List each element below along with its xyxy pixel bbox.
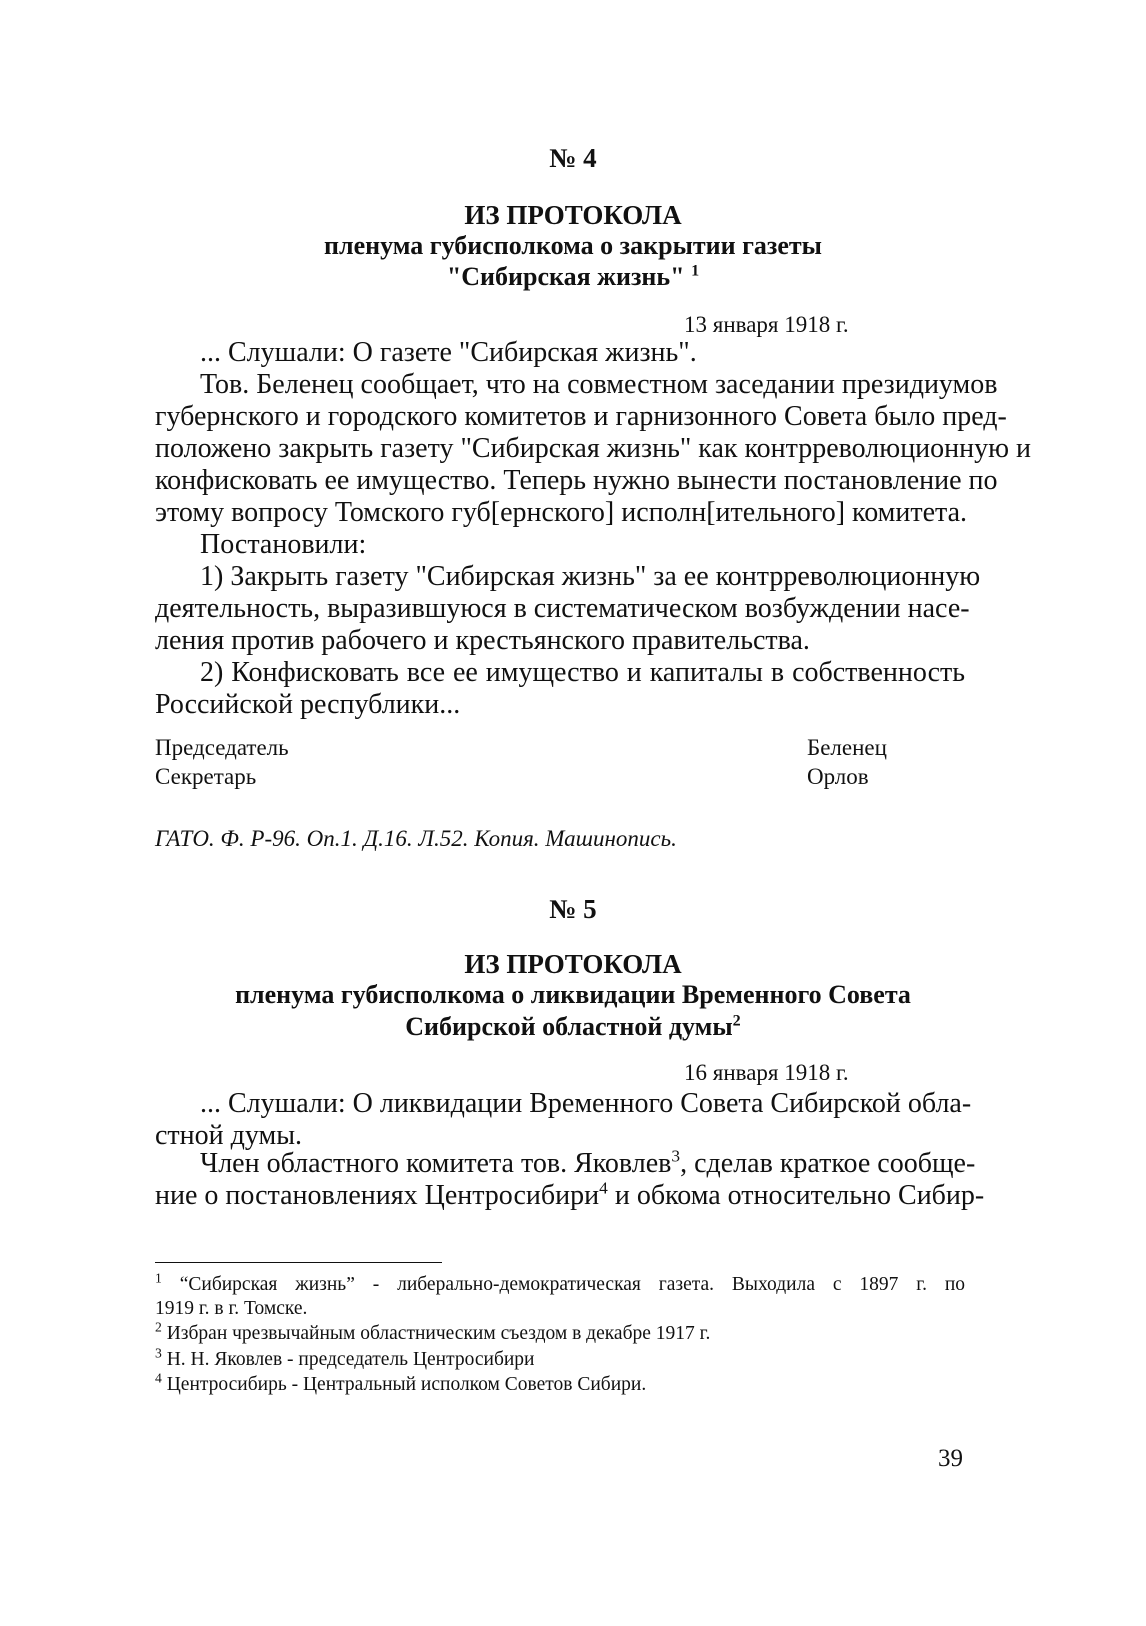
doc4-body-line: конфисковать ее имущество. Теперь нужно вынести постановление по bbox=[155, 465, 998, 496]
doc4-number: № 4 bbox=[549, 143, 597, 173]
footnote-ref-4[interactable]: 4 bbox=[599, 1178, 608, 1198]
page-number: 39 bbox=[938, 1445, 963, 1472]
doc5-subtitle-line1: пленума губисполкома о ликвидации Временного Совета bbox=[235, 980, 911, 1009]
doc4-body-line: губернского и городского комитетов и гарнизонного Совета было пред- bbox=[155, 401, 1007, 432]
doc5-title: ИЗ ПРОТОКОЛА bbox=[464, 949, 682, 979]
doc5-number: № 5 bbox=[549, 894, 597, 924]
doc4-body-line: деятельность, выразившуюся в систематическом возбуждении насе- bbox=[155, 593, 970, 624]
footnote-mark: 1 bbox=[155, 1270, 162, 1286]
doc5-body-cont bbox=[155, 1146, 985, 1212]
doc4-subtitle-line1: пленума губисполкома о закрытии газеты bbox=[324, 231, 822, 260]
signature-role-secretary: Секретарь bbox=[155, 764, 257, 789]
footnote-2: $^2$ Избран чрезвычайным областническим съездом в декабре 1917 г. bbox=[155, 1319, 711, 1344]
doc4-body-line: Российской республики... bbox=[155, 689, 461, 720]
doc4-subtitle-line2 bbox=[0, 262, 1146, 292]
footnote-mark: 2 bbox=[155, 1319, 162, 1335]
signature-name-secretary: Орлов bbox=[807, 764, 869, 789]
doc5-body-line: ние о постановлениях Центросибири$^4$ и обкома относительно Сибир- bbox=[155, 1178, 985, 1211]
doc4-archive-reference: ГАТО. Ф. Р-96. Оп.1. Д.16. Л.52. Копия. Машинопись. bbox=[155, 826, 677, 851]
footnote-divider bbox=[155, 1262, 442, 1263]
footnote-1: $^1$ “Сибирская жизнь” - либерально-демократическая газета. Выходила с 1897 г. по 1919 г. в г. Томске. bbox=[155, 1270, 966, 1319]
doc4-date: 13 января 1918 г. bbox=[684, 312, 849, 337]
doc4-body-line: ... Слушали: О газете "Сибирская жизнь". bbox=[200, 337, 697, 368]
footnote-ref-2[interactable]: 2 bbox=[732, 1012, 741, 1030]
footnote-3: $^3$ Н. Н. Яковлев - председатель Центросибири bbox=[155, 1345, 535, 1370]
doc5-body-line: Член областного комитета тов. Яковлев$^3$, сделав краткое сообще- bbox=[200, 1146, 976, 1179]
doc4-subtitle-text: "Сибирская жизнь" bbox=[446, 262, 685, 291]
doc5-body-line: ... Слушали: О ликвидации Временного Совета Сибирской обла- bbox=[200, 1088, 972, 1119]
doc4-body-line: этому вопросу Томского губ[ернского] исполн[ительного] комитета. bbox=[155, 497, 968, 528]
doc5-body-line: стной думы. bbox=[155, 1120, 303, 1151]
footnote-ref-1[interactable]: 1 bbox=[691, 262, 700, 280]
doc4-body-line: положено закрыть газету "Сибирская жизнь" как контрреволюционную и bbox=[155, 433, 1032, 464]
doc5-subtitle-text: Сибирской областной думы bbox=[405, 1012, 733, 1041]
doc5-subtitle-line2 bbox=[0, 1012, 1146, 1042]
signature-role-chairman: Председатель bbox=[155, 735, 289, 760]
doc4-body bbox=[155, 337, 1032, 721]
doc4-body-line: 1) Закрыть газету "Сибирская жизнь" за ее контрреволюционную bbox=[200, 561, 981, 592]
signature-name-chairman: Беленец bbox=[807, 735, 887, 760]
doc5-date: 16 января 1918 г. bbox=[684, 1060, 849, 1085]
footnote-4: $^4$ Центросибирь - Центральный исполком Советов Сибири. bbox=[155, 1370, 647, 1395]
doc5-body bbox=[155, 1088, 972, 1152]
doc4-body-line: Тов. Беленец сообщает, что на совместном заседании президиумов bbox=[200, 369, 998, 400]
doc4-body-line: ления против рабочего и крестьянского правительства. bbox=[155, 625, 810, 656]
doc4-body-line: Постановили: bbox=[200, 529, 367, 560]
footnote-ref-3[interactable]: 3 bbox=[671, 1146, 681, 1166]
doc4-title: ИЗ ПРОТОКОЛА bbox=[464, 200, 682, 230]
footnote-mark: 3 bbox=[155, 1345, 162, 1361]
doc4-body-line: 2) Конфисковать все ее имущество и капиталы в собственность bbox=[200, 657, 965, 688]
footnote-mark: 4 bbox=[155, 1370, 162, 1386]
